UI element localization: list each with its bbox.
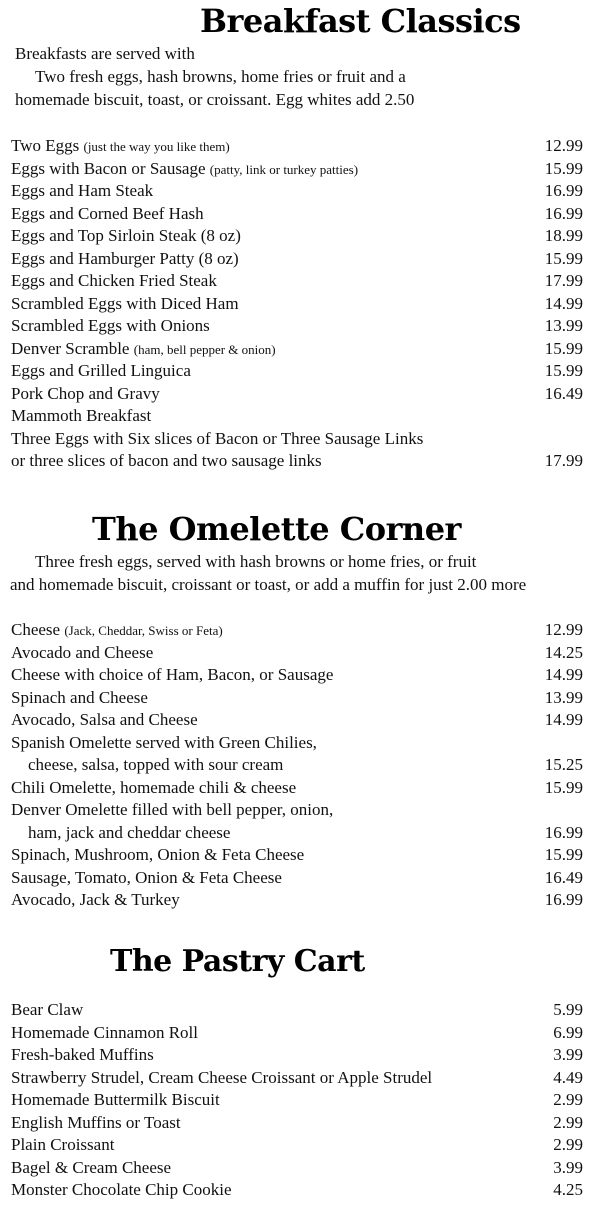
menu-item-title: English Muffins or Toast (11, 1112, 181, 1132)
menu-item-name (11, 405, 151, 427)
menu-item-name (11, 315, 210, 337)
menu-item-title: Denver Scramble (11, 338, 130, 358)
menu-item-name (11, 1067, 432, 1089)
menu-item-title: Cheese (11, 620, 61, 639)
menu-item-name (11, 225, 241, 247)
menu-item-row (11, 135, 591, 158)
menu-item-price: 16.99 (544, 890, 583, 909)
menu-item-price: 3.99 (553, 1157, 583, 1177)
menu-item-title: Eggs and Hamburger Patty (8 oz) (11, 248, 239, 268)
menu-item-row (11, 754, 591, 777)
menu-item-price: 18.99 (544, 226, 583, 245)
menu-item-note: (ham, bell pepper & onion) (133, 341, 276, 357)
menu-item-name (11, 428, 423, 450)
menu-item-row (11, 1179, 591, 1202)
section-intro-line: Three fresh eggs, served with hash browns or home fries, or fruit (35, 552, 477, 571)
menu-item-price: 16.49 (544, 867, 583, 887)
menu-item-price: 15.99 (544, 158, 583, 178)
menu-item-title: Spinach, Mushroom, Onion & Feta Cheese (11, 845, 305, 864)
menu-item-title: Avocado, Salsa and Cheese (11, 710, 198, 729)
menu-item-row (11, 844, 591, 867)
section-title-pastry-cart: The Pastry Cart (110, 944, 365, 979)
menu-item-title: ham, jack and cheddar cheese (28, 822, 231, 842)
menu-item-title: Plain Croissant (11, 1135, 115, 1154)
menu-item-name (11, 1089, 220, 1111)
menu-item-title: Two Eggs (11, 136, 80, 155)
menu-item-name (28, 822, 230, 844)
menu-item-price: 2.99 (553, 1135, 583, 1154)
menu-item-name (11, 180, 153, 202)
menu-item-price: 3.99 (553, 1045, 583, 1064)
section-intro-line: and homemade biscuit, croissant or toast, or add a muffin for just 2.00 more (10, 575, 527, 594)
menu-item-name (11, 1044, 154, 1066)
menu-item-title: cheese, salsa, topped with sour cream (28, 755, 284, 774)
menu-item-row (11, 777, 591, 800)
menu-item-name (11, 1112, 181, 1134)
menu-item-name (11, 1134, 114, 1156)
menu-item-price: 14.99 (544, 665, 583, 684)
menu-item-name (11, 664, 333, 686)
menu-item-row (11, 338, 591, 361)
menu-item-name (11, 1179, 232, 1201)
menu-item-name (11, 360, 191, 382)
menu-item-name (11, 867, 282, 889)
menu-item-row (11, 1089, 591, 1112)
menu-item-price: 12.99 (544, 136, 583, 155)
menu-item-price: 2.99 (553, 1112, 583, 1132)
menu-item-name (11, 889, 180, 911)
menu-item-title: Mammoth Breakfast (11, 406, 152, 425)
menu-item-price: 17.99 (544, 271, 583, 290)
menu-item-row (11, 383, 591, 406)
menu-item-title: Eggs and Ham Steak (11, 181, 154, 200)
menu-item-row (11, 642, 591, 665)
menu-item-price: 16.99 (544, 203, 583, 223)
menu-item-row (11, 450, 591, 473)
menu-item-name (11, 248, 239, 270)
menu-item-name (11, 999, 83, 1021)
menu-item-price: 13.99 (544, 687, 583, 707)
menu-item-row (11, 315, 591, 338)
section-title-omelette-corner: The Omelette Corner (92, 510, 461, 548)
section-intro-line: Breakfasts are served with (15, 44, 195, 63)
menu-item-name (11, 1022, 198, 1044)
menu-item-title: Homemade Buttermilk Biscuit (11, 1090, 220, 1109)
menu-item-name (11, 158, 358, 181)
menu-item-title: Eggs and Grilled Linguica (11, 361, 191, 380)
menu-item-price: 15.99 (544, 845, 583, 864)
menu-item-price: 12.99 (544, 620, 583, 639)
menu-item-row (11, 203, 591, 226)
menu-item-name (11, 777, 296, 799)
menu-item-name (28, 754, 283, 776)
menu-item-title: Denver Omelette filled with bell pepper, onion, (11, 800, 334, 819)
menu-item-row (11, 248, 591, 271)
menu-item-name (11, 450, 322, 472)
menu-item-name (11, 732, 317, 754)
menu-item-name (11, 1157, 171, 1179)
menu-list-pastry-cart (11, 999, 591, 1202)
menu-item-title: Monster Chocolate Chip Cookie (11, 1180, 232, 1199)
menu-item-name (11, 293, 239, 315)
menu-item-title: Eggs and Top Sirloin Steak (8 oz) (11, 226, 241, 245)
menu-item-note: (patty, link or turkey patties) (209, 161, 359, 177)
menu-item-row (11, 428, 591, 451)
menu-item-name (11, 642, 153, 664)
menu-item-row (11, 180, 591, 203)
menu-item-price: 15.99 (544, 777, 583, 797)
menu-item-title: Fresh-baked Muffins (11, 1045, 154, 1064)
menu-item-title: Strawberry Strudel, Cream Cheese Croissant or Apple Strudel (11, 1067, 433, 1087)
menu-item-row (11, 709, 591, 732)
menu-item-price: 14.99 (544, 293, 583, 313)
menu-item-name (11, 709, 198, 731)
menu-item-price: 15.25 (544, 755, 583, 774)
menu-item-name (11, 619, 223, 642)
menu-item-price: 15.99 (544, 248, 583, 268)
menu-item-price: 5.99 (553, 1000, 583, 1019)
menu-item-title: Homemade Cinnamon Roll (11, 1022, 198, 1042)
menu-item-name (11, 799, 333, 821)
section-title-breakfast-classics: Breakfast Classics (200, 2, 521, 40)
menu-item-name (11, 687, 148, 709)
menu-item-title: Spanish Omelette served with Green Chilies, (11, 732, 317, 752)
menu-item-price: 16.99 (544, 822, 583, 842)
section-intro-line: homemade biscuit, toast, or croissant. Egg whites add 2.50 (15, 90, 415, 109)
menu-item-name (11, 203, 204, 225)
menu-item-name (11, 270, 217, 292)
menu-item-title: Eggs and Chicken Fried Steak (11, 271, 217, 290)
menu-item-price: 14.99 (544, 710, 583, 729)
menu-item-title: Three Eggs with Six slices of Bacon or Three Sausage Links (11, 428, 424, 448)
menu-item-name (11, 383, 160, 405)
menu-item-row (11, 1067, 591, 1090)
menu-item-title: Scrambled Eggs with Diced Ham (11, 293, 239, 313)
menu-item-row (11, 225, 591, 248)
menu-item-title: Bagel & Cream Cheese (11, 1157, 172, 1177)
menu-item-price: 16.49 (544, 383, 583, 403)
menu-item-row (11, 664, 591, 687)
menu-item-title: Chili Omelette, homemade chili & cheese (11, 777, 297, 797)
menu-item-name (11, 338, 276, 361)
menu-item-row (11, 158, 591, 181)
menu-item-title: Spinach and Cheese (11, 687, 148, 707)
menu-item-price: 4.25 (553, 1180, 583, 1199)
menu-list-omelette-corner (11, 619, 591, 912)
menu-item-price: 13.99 (544, 316, 583, 335)
menu-item-row (11, 1157, 591, 1180)
menu-item-price: 4.49 (553, 1067, 583, 1087)
menu-item-title: Avocado and Cheese (11, 642, 154, 662)
menu-item-row (11, 1044, 591, 1067)
menu-item-note: (Jack, Cheddar, Swiss or Feta) (64, 623, 223, 638)
menu-item-row (11, 867, 591, 890)
menu-item-name (11, 844, 304, 866)
menu-item-price: 14.25 (544, 642, 583, 662)
menu-item-name (11, 135, 230, 158)
menu-item-price: 15.99 (544, 338, 583, 358)
menu-item-row (11, 1134, 591, 1157)
menu-item-title: Cheese with choice of Ham, Bacon, or Sausage (11, 665, 334, 684)
menu-item-title: or three slices of bacon and two sausage links (11, 451, 322, 470)
menu-item-title: Scrambled Eggs with Onions (11, 316, 210, 335)
menu-item-price: 6.99 (553, 1022, 583, 1042)
menu-item-price: 15.99 (544, 361, 583, 380)
menu-item-row (11, 293, 591, 316)
menu-item-row (11, 889, 591, 912)
menu-item-row (11, 799, 591, 822)
menu-item-title: Eggs and Corned Beef Hash (11, 203, 204, 223)
menu-item-title: Bear Claw (11, 1000, 84, 1019)
menu-item-row (11, 687, 591, 710)
menu-item-row (11, 360, 591, 383)
menu-item-row (11, 732, 591, 755)
menu-item-title: Eggs with Bacon or Sausage (11, 158, 206, 178)
menu-item-row (11, 405, 591, 428)
menu-item-title: Avocado, Jack & Turkey (11, 890, 180, 909)
menu-item-row (11, 1022, 591, 1045)
menu-item-price: 17.99 (544, 451, 583, 470)
menu-item-note: (just the way you like them) (83, 139, 230, 154)
menu-item-row (11, 822, 591, 845)
menu-item-price: 16.99 (544, 181, 583, 200)
menu-item-title: Pork Chop and Gravy (11, 383, 160, 403)
menu-item-price: 2.99 (553, 1090, 583, 1109)
menu-item-row (11, 999, 591, 1022)
menu-item-title: Sausage, Tomato, Onion & Feta Cheese (11, 867, 282, 887)
menu-list-breakfast-classics (11, 135, 591, 473)
menu-item-row (11, 270, 591, 293)
section-intro-line: Two fresh eggs, hash browns, home fries or fruit and a (35, 67, 406, 86)
menu-item-row (11, 619, 591, 642)
menu-item-row (11, 1112, 591, 1135)
